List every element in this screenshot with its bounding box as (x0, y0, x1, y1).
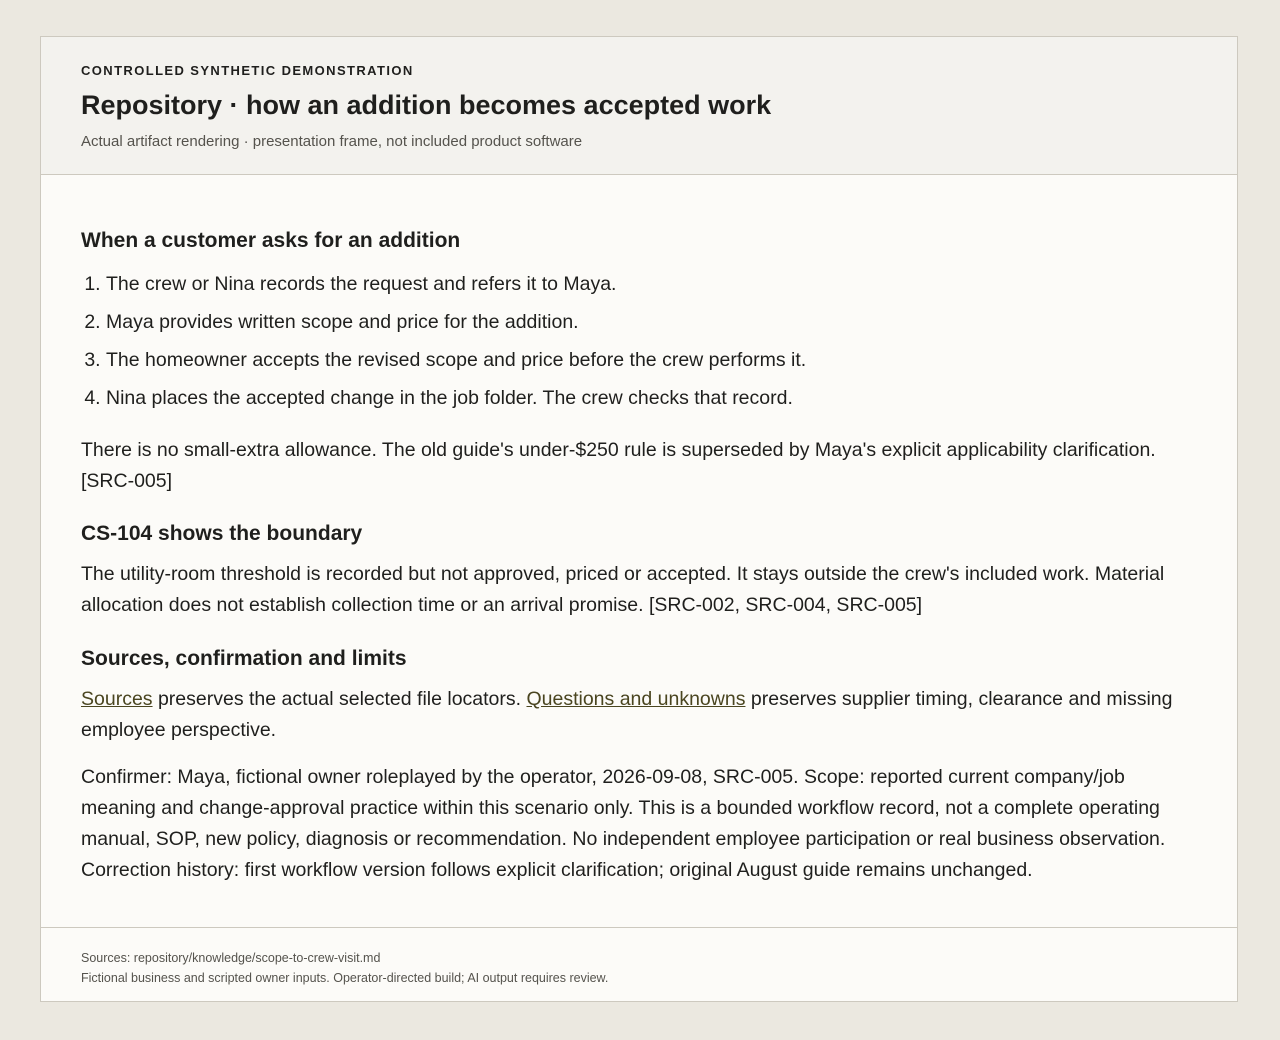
allowance-note: There is no small-extra allowance. The old guide's under-$250 rule is superseded by Maya's explicit applicability clarification. [SRC-005] (81, 439, 1156, 492)
document-body (81, 227, 1201, 886)
page-subtitle: Actual artifact rendering · presentation frame, not included product software (81, 133, 583, 150)
addition-steps-list (81, 265, 1201, 417)
section-heading-boundary: CS-104 shows the boundary (81, 522, 363, 545)
section-heading-sources: Sources, confirmation and limits (81, 647, 407, 670)
list-item: 3. The homeowner accepts the revised scope and price before the crew performs it. (106, 341, 1201, 379)
confirmation-paragraph: Confirmer: Maya, fictional owner roleplayed by the operator, 2026-09-08, SRC-005. Scope: reported current company/job meaning and change-approval practice within this scenario only. This is a bounded workflow record, not a complete operating manual, SOP, new policy, diagnosis or recommendation. No independent employee participation or real business observation. Correction history: first workflow version follows explicit clarification; original August guide remains unchanged. (81, 766, 1166, 881)
footer-disclaimer: Fictional business and scripted owner inputs. Operator-directed build; AI output requires review. (81, 971, 609, 985)
page-footer (41, 927, 1237, 988)
boundary-paragraph: The utility-room threshold is recorded but not approved, priced or accepted. It stays outside the crew's included work. Material allocation does not establish collection time or an arrival promise. [SRC-002, SRC-004, SRC-005] (81, 563, 1165, 616)
sources-link[interactable]: Sources (81, 688, 153, 710)
list-item: 2. Maya provides written scope and price for the addition. (106, 303, 1201, 341)
page-title: Repository · how an addition becomes accepted work (81, 90, 772, 120)
list-item: 4. Nina places the accepted change in the job folder. The crew checks that record. (106, 379, 1201, 417)
footer-sources-line: Sources: repository/knowledge/scope-to-crew-visit.md (81, 951, 381, 965)
questions-and-unknowns-link[interactable]: Questions and unknowns (526, 688, 746, 710)
eyebrow-label: CONTROLLED SYNTHETIC DEMONSTRATION (81, 63, 414, 78)
sources-text: preserves the actual selected file locators. (152, 688, 527, 710)
section-heading-addition: When a customer asks for an addition (81, 229, 461, 252)
sources-paragraph (81, 684, 1201, 746)
list-item: 1. The crew or Nina records the request and refers it to Maya. (106, 265, 1201, 303)
artifact-frame (40, 36, 1238, 1002)
sources-text-continued: preserves supplier timing, clearance and missing employee perspective. (81, 688, 1173, 741)
page-header (41, 37, 1237, 175)
